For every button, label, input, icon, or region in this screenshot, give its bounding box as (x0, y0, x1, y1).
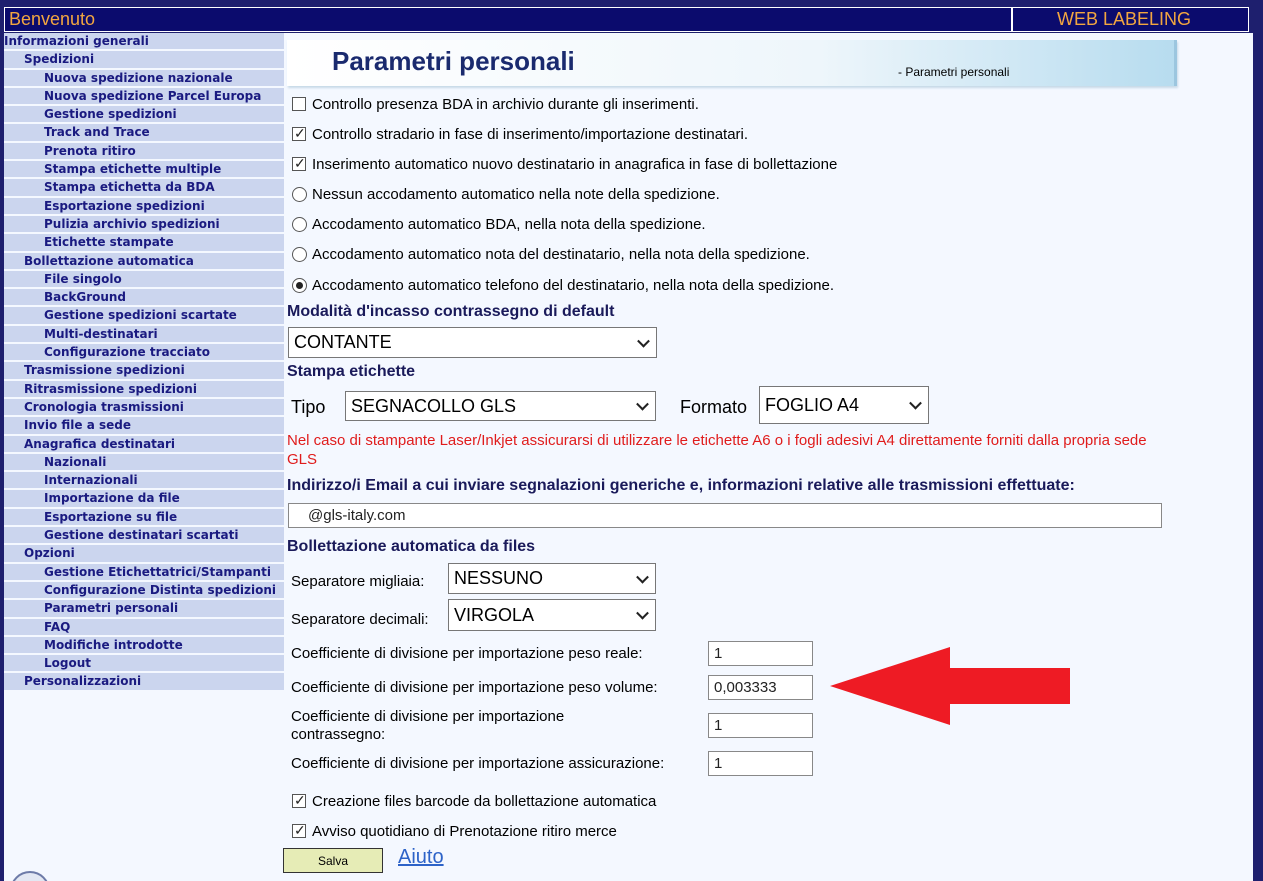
sidebar-item-bollettazione-automatica[interactable]: Bollettazione automatica (4, 253, 284, 271)
radio-label: Nessun accodamento automatico nella note della spedizione. (312, 185, 720, 203)
barcode-files-label: Creazione files barcode da bollettazione automatica (312, 792, 657, 810)
header-divider (1011, 8, 1013, 31)
sidebar-item-cronologia-trasmissioni[interactable]: Cronologia trasmissioni (4, 399, 284, 417)
sidebar-item-ritrasmissione-spedizioni[interactable]: Ritrasmissione spedizioni (4, 381, 284, 399)
sidebar-item-modifiche-introdotte[interactable]: Modifiche introdotte (4, 637, 284, 655)
sidebar-item-invio-file-a-sede[interactable]: Invio file a sede (4, 417, 284, 435)
sidebar-item-pulizia-archivio-spedizioni[interactable]: Pulizia archivio spedizioni (4, 216, 284, 234)
chevron-down-icon (909, 397, 922, 410)
radio-label: Accodamento automatico nota del destinatario, nella nota della spedizione. (312, 245, 810, 263)
stampa-heading: Stampa etichette (287, 363, 416, 380)
red-arrow-annotation (830, 647, 1070, 725)
bda-archive-check-label: Controllo presenza BDA in archivio durante gli inserimenti. (312, 95, 699, 113)
sidebar-item-etichette-stampate[interactable]: Etichette stampate (4, 234, 284, 252)
stradario-check-option[interactable] (292, 124, 748, 144)
radio-button[interactable] (292, 278, 307, 293)
bda-archive-check-option[interactable] (292, 94, 699, 114)
contrassegno-select-value: CONTANTE (294, 332, 392, 352)
radio-option-phone[interactable] (292, 275, 834, 295)
peso-reale-input[interactable] (708, 641, 813, 666)
sidebar-item-internazionali[interactable]: Internazionali (4, 472, 284, 490)
peso-reale-value: 1 (714, 645, 723, 662)
sidebar-item-gestione-spedizioni-scartate[interactable]: Gestione spedizioni scartate (4, 307, 284, 325)
chevron-down-icon (636, 607, 649, 620)
ritiro-notice-option[interactable] (292, 821, 617, 841)
tipo-label: Tipo (291, 397, 326, 417)
auto-insert-label: Inserimento automatico nuovo destinatario in anagrafica in fase di bollettazione (312, 155, 838, 173)
sidebar-item-stampa-etichette-multiple[interactable]: Stampa etichette multiple (4, 161, 284, 179)
radio-button[interactable] (292, 247, 307, 262)
ritiro-notice-label: Avviso quotidiano di Prenotazione ritiro merce (312, 822, 617, 840)
bollettazione-heading: Bollettazione automatica da files (287, 538, 536, 555)
decimali-select-value: VIRGOLA (454, 604, 535, 625)
radio-option-none[interactable] (292, 184, 720, 204)
sidebar-item-gestione-etichettatrici-stampanti[interactable]: Gestione Etichettatrici/Stampanti (4, 564, 284, 582)
formato-select-value: FOGLIO A4 (765, 394, 860, 415)
auto-insert-option[interactable] (292, 154, 837, 174)
sidebar-item-file-singolo[interactable]: File singolo (4, 271, 284, 289)
chevron-down-icon (637, 334, 650, 347)
sidebar-item-configurazione-tracciato[interactable]: Configurazione tracciato (4, 344, 284, 362)
email-field[interactable] (288, 503, 1162, 528)
barcode-files-checkbox[interactable] (292, 794, 306, 808)
sidebar-item-nuova-spedizione-nazionale[interactable]: Nuova spedizione nazionale (4, 70, 284, 88)
migliaia-label: Separatore migliaia: (291, 573, 425, 590)
sidebar-item-prenota-ritiro[interactable]: Prenota ritiro (4, 143, 284, 161)
chevron-down-icon (636, 570, 649, 583)
top-header-bar (4, 7, 1249, 32)
sidebar-item-gestione-destinatari-scartati[interactable]: Gestione destinatari scartati (4, 527, 284, 545)
sidebar-item-stampa-etichetta-da-bda[interactable]: Stampa etichetta da BDA (4, 179, 284, 197)
sidebar-item-trasmissione-spedizioni[interactable]: Trasmissione spedizioni (4, 362, 284, 380)
sidebar-item-esportazione-su-file[interactable]: Esportazione su file (4, 509, 284, 527)
printer-warning-text: Nel caso di stampante Laser/Inkjet assicurarsi di utilizzare le etichette A6 o i fogli adesivi A4 direttamente forniti dalla propria sede GLS (287, 432, 1147, 468)
main-frame (4, 33, 1253, 881)
sidebar-item-configurazione-distinta-spedizioni[interactable]: Configurazione Distinta spedizioni (4, 582, 284, 600)
contrassegno-select[interactable] (288, 327, 657, 358)
help-link[interactable]: Aiuto (398, 846, 444, 868)
sidebar-item-informazioni-generali[interactable]: Informazioni generali (4, 33, 284, 51)
radio-button[interactable] (292, 187, 307, 202)
stradario-checkbox[interactable] (292, 127, 306, 141)
sidebar-item-logout[interactable]: Logout (4, 655, 284, 673)
radio-option-note[interactable] (292, 244, 810, 264)
save-button[interactable]: Salva (283, 848, 383, 873)
formato-label: Formato (680, 397, 748, 417)
sidebar-item-importazione-da-file[interactable]: Importazione da file (4, 490, 284, 508)
contrassegno-coeff-value: 1 (714, 717, 723, 734)
sidebar-item-background[interactable]: BackGround (4, 289, 284, 307)
sidebar-item-multi-destinatari[interactable]: Multi-destinatari (4, 326, 284, 344)
email-heading: Indirizzo/i Email a cui inviare segnalazioni generiche e, informazioni relative alle trasmissioni effettuate: (287, 477, 1075, 494)
peso-reale-label: Coefficiente di divisione per importazione peso reale: (291, 645, 643, 662)
radio-label: Accodamento automatico BDA, nella nota della spedizione. (312, 215, 706, 233)
page-title: Parametri personali (332, 46, 575, 76)
decimali-label: Separatore decimali: (291, 611, 429, 628)
sidebar-item-parametri-personali[interactable]: Parametri personali (4, 600, 284, 618)
ritiro-notice-checkbox[interactable] (292, 824, 306, 838)
page-banner (287, 40, 1177, 86)
sidebar-item-anagrafica-destinatari[interactable]: Anagrafica destinatari (4, 436, 284, 454)
sidebar-item-opzioni[interactable]: Opzioni (4, 545, 284, 563)
auto-insert-checkbox[interactable] (292, 157, 306, 171)
assicurazione-value: 1 (714, 755, 723, 772)
radio-option-bda[interactable] (292, 214, 706, 234)
peso-volume-input[interactable] (708, 675, 813, 700)
sidebar-item-esportazione-spedizioni[interactable]: Esportazione spedizioni (4, 198, 284, 216)
sidebar-item-personalizzazioni[interactable]: Personalizzazioni (4, 673, 284, 691)
assicurazione-input[interactable] (708, 751, 813, 776)
welcome-text: Benvenuto (9, 9, 96, 29)
assicurazione-label: Coefficiente di divisione per importazione assicurazione: (291, 755, 665, 772)
peso-volume-label: Coefficiente di divisione per importazione peso volume: (291, 679, 658, 696)
contrassegno-coeff-input[interactable] (708, 713, 813, 738)
bda-archive-checkbox[interactable] (292, 97, 306, 111)
sidebar-item-nuova-spedizione-parcel-europa[interactable]: Nuova spedizione Parcel Europa (4, 88, 284, 106)
migliaia-select-value: NESSUNO (454, 568, 544, 588)
peso-volume-value: 0,003333 (714, 679, 777, 696)
tipo-select[interactable] (345, 391, 656, 421)
tipo-select-value: SEGNACOLLO GLS (351, 395, 517, 416)
radio-button[interactable] (292, 217, 307, 232)
radio-label: Accodamento automatico telefono del destinatario, nella nota della spedizione. (312, 276, 835, 294)
contrassegno-heading: Modalità d'incasso contrassegno di default (287, 303, 615, 320)
sidebar-item-track-and-trace[interactable]: Track and Trace (4, 124, 284, 142)
sidebar-item-spedizioni[interactable]: Spedizioni (4, 51, 284, 69)
formato-select[interactable] (759, 386, 929, 424)
contrassegno-coeff-label: Coefficiente di divisione per importazione contrassegno: (291, 708, 565, 743)
decimali-select[interactable] (448, 599, 656, 631)
breadcrumb: - Parametri personali (898, 65, 1010, 79)
barcode-files-option[interactable] (292, 791, 656, 811)
email-field-value: @gls-italy.com (308, 507, 406, 524)
sidebar-item-gestione-spedizioni[interactable]: Gestione spedizioni (4, 106, 284, 124)
sidebar-item-nazionali[interactable]: Nazionali (4, 454, 284, 472)
app-title: WEB LABELING (1057, 9, 1192, 29)
chevron-down-icon (636, 398, 649, 411)
stradario-check-label: Controllo stradario in fase di inserimento/importazione destinatari. (312, 125, 749, 143)
migliaia-select[interactable] (448, 563, 656, 594)
sidebar-item-faq[interactable]: FAQ (4, 619, 284, 637)
sidebar-menu (4, 33, 284, 692)
